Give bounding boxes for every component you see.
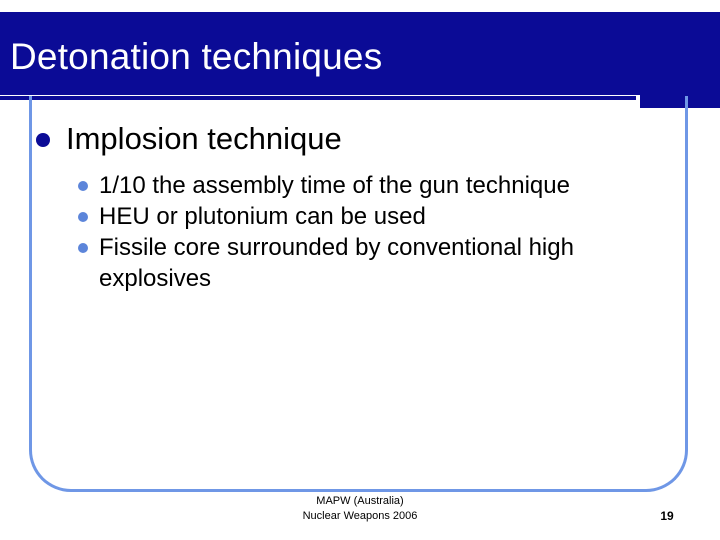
sub-bullet-text: HEU or plutonium can be used (99, 203, 426, 230)
list-item (78, 201, 678, 232)
sub-bullet-text: 1/10 the assembly time of the gun technique (99, 172, 570, 199)
bullet-dot-icon (36, 133, 50, 147)
sub-bullet-list (78, 170, 678, 294)
list-item (78, 232, 678, 294)
slide-title: Detonation techniques (10, 36, 383, 77)
footer-presentation: Nuclear Weapons 2006 (302, 510, 418, 522)
footer-credit (280, 494, 440, 524)
sub-bullet-text: Fissile core surrounded by conventional high explosives (99, 234, 574, 292)
footer-organization: MAPW (Australia) (316, 495, 404, 507)
list-item (78, 170, 678, 201)
page-number: 19 (660, 509, 674, 523)
bullet-dot-icon (78, 212, 88, 222)
main-bullet-text: Implosion technique (66, 121, 342, 156)
bullet-dot-icon (78, 243, 88, 253)
bullet-dot-icon (78, 181, 88, 191)
